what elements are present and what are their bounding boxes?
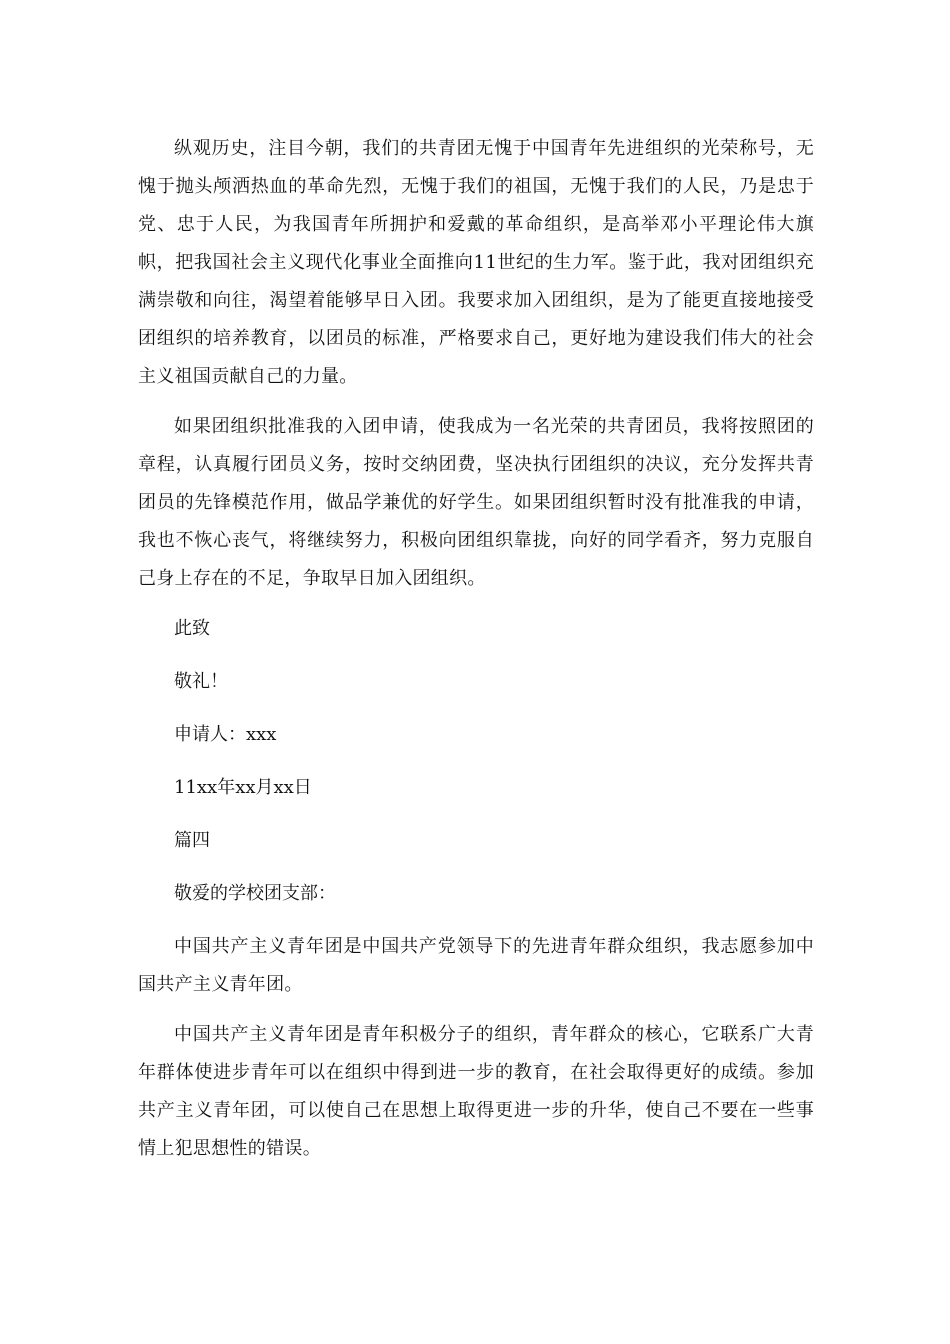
body-paragraph-1: 纵观历史，注目今朝，我们的共青团无愧于中国青年先进组织的光荣称号，无愧于抛头颅洒热血的革命先烈，无愧于我们的祖国，无愧于我们的人民，乃是忠于党、忠于人民，为我国青年所拥护和爱戴的革命组织，是高举邓小平理论伟大旗帜，把我国社会主义现代化事业全面推向11世纪的生力军。鉴于此，我对团组织充满崇敬和向往，渴望着能够早日入团。我要求加入团组织，是为了能更直接地接受团组织的培养教育，以团员的标准，严格要求自己，更好地为建设我们伟大的社会主义祖国贡献自己的力量。 bbox=[138, 138, 814, 387]
document-page bbox=[138, 130, 814, 1168]
closing-line-1: 此致 bbox=[174, 618, 210, 639]
date-line: 11xx年xx月xx日 bbox=[174, 777, 312, 798]
body-paragraph-2: 如果团组织批准我的入团申请，使我成为一名光荣的共青团员，我将按照团的章程，认真履行团员义务，按时交纳团费，坚决执行团组织的决议，充分发挥共青团员的先锋模范作用，做品学兼优的好学生。如果团组织暂时没有批准我的申请，我也不恢心丧气，将继续努力，积极向团组织靠拢，向好的同学看齐，努力克服自己身上存在的不足，争取早日加入团组织。 bbox=[138, 416, 814, 589]
body-paragraph-3: 中国共产主义青年团是中国共产党领导下的先进青年群众组织，我志愿参加中国共产主义青年团。 bbox=[138, 936, 814, 995]
body-paragraph-4: 中国共产主义青年团是青年积极分子的组织，青年群众的核心，它联系广大青年群体使进步青年可以在组织中得到进一步的教育，在社会取得更好的成绩。参加共产主义青年团，可以使自己在思想上取得更进一步的升华，使自己不要在一些事情上犯思想性的错误。 bbox=[138, 1024, 814, 1159]
salutation-line: 敬爱的学校团支部： bbox=[174, 883, 336, 904]
closing-line-2: 敬礼！ bbox=[174, 671, 228, 692]
section-title: 篇四 bbox=[174, 830, 210, 851]
applicant-line: 申请人：xxx bbox=[174, 724, 277, 745]
